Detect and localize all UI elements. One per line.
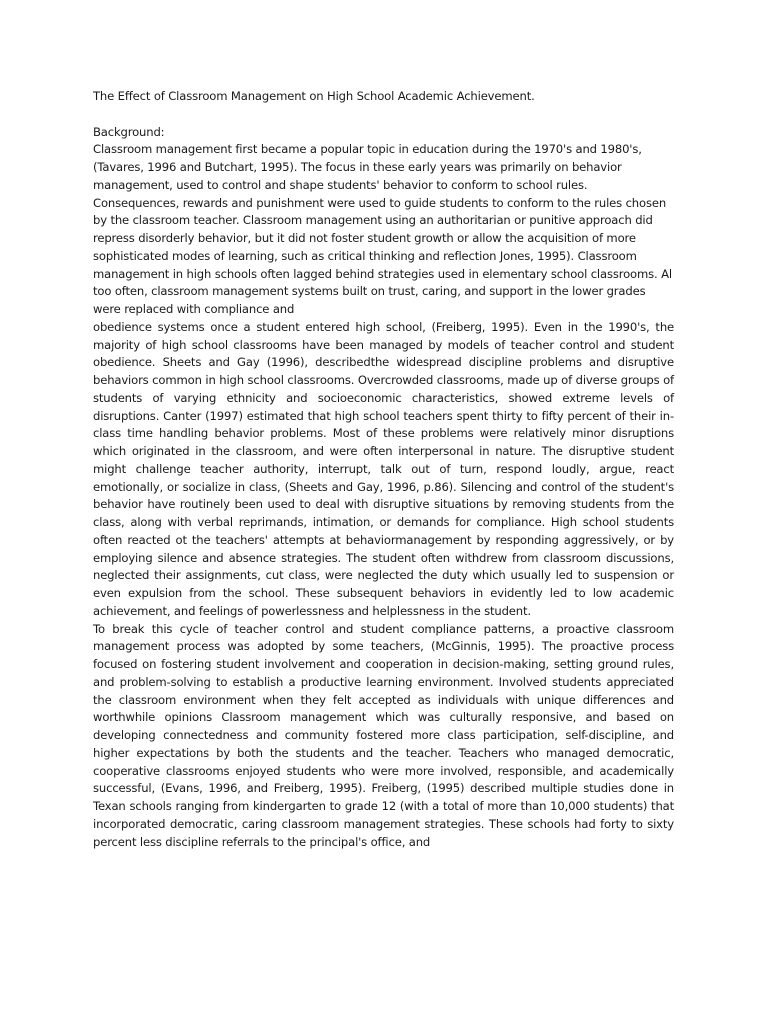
document-title: The Effect of Classroom Management on High School Academic Achievement.: [93, 89, 535, 103]
section-heading: Background:: [93, 124, 165, 139]
document-body: [93, 88, 674, 851]
paragraph-3: To break this cycle of teacher control and student compliance patterns, a proactive classroom management process was adopted by some teachers, (McGinnis, 1995). The proactive process focused on fostering student involvement and cooperation in decision-making, setting ground rules, and problem-solving to establish a productive learning environment. Involved students appreciated the classroom environment when they felt accepted as individuals with unique differences and worthwhile opinions Classroom management which was culturally responsive, and based on developing connectedness and community fostered more class participation, self-discipline, and higher expectations by both the students and the teacher. Teachers who managed democratic, cooperative classrooms enjoyed students who were more involved, responsible, and academically successful, (Evans, 1996, and Freiberg, 1995). Freiberg, (1995) described multiple studies done in Texan schools ranging from kindergarten to grade 12 (with a total of more than 10,000 students) that incorporated democratic, caring classroom management strategies. These schools had forty to sixty percent less discipline referrals to the principal's office, and: [93, 621, 674, 849]
paragraph-1: Classroom management first became a popular topic in education during the 1970's and 1980's, (Tavares, 1996 and Butchart, 1995). The focus in these early years was primarily on behavior management, used to control and shape students' behavior to conform to school rules. Consequences, rewards and punishment were used to guide students to conform to the rules chosen by the classroom teacher. Classroom management using an authoritarian or punitive approach did repress disorderly behavior, but it did not foster student growth or allow the acquisition of more sophisticated modes of learning, such as critical thinking and reflection Jones, 1995). Classroom management in high schools often lagged behind strategies used in elementary school classrooms. Al too often, classroom management systems built on trust, caring, and support in the lower grades were replaced with compliance and: [93, 142, 672, 316]
paragraph-2: obedience systems once a student entered high school, (Freiberg, 1995). Even in the 1990's, the majority of high school classrooms have been managed by models of teacher control and student obedience. Sheets and Gay (1996), describedthe widespread discipline problems and disruptive behaviors common in high school classrooms. Overcrowded classrooms, made up of diverse groups of students of varying ethnicity and socioeconomic characteristics, showed extreme levels of disruptions. Canter (1997) estimated that high school teachers spent thirty to fifty percent of their in-class time handling behavior problems. Most of these problems were relatively minor disruptions which originated in the classroom, and were often interpersonal in nature. The disruptive student might challenge teacher authority, interrupt, talk out of turn, respond loudly, argue, react emotionally, or socialize in class, (Sheets and Gay, 1996, p.86). Silencing and control of the student's behavior have routinely been used to deal with disruptive situations by removing students from the class, along with verbal reprimands, intimation, or demands for compliance. High school students often reacted ot the teachers' attempts at behaviormanagement by responding aggressively, or by employing silence and absence strategies. The student often withdrew from classroom discussions, neglected their assignments, cut class, were neglected the duty which usually led to suspension or even expulsion from the school. These subsequent behaviors in evidently led to low academic achievement, and feelings of powerlessness and helplessness in the student.: [93, 319, 674, 618]
